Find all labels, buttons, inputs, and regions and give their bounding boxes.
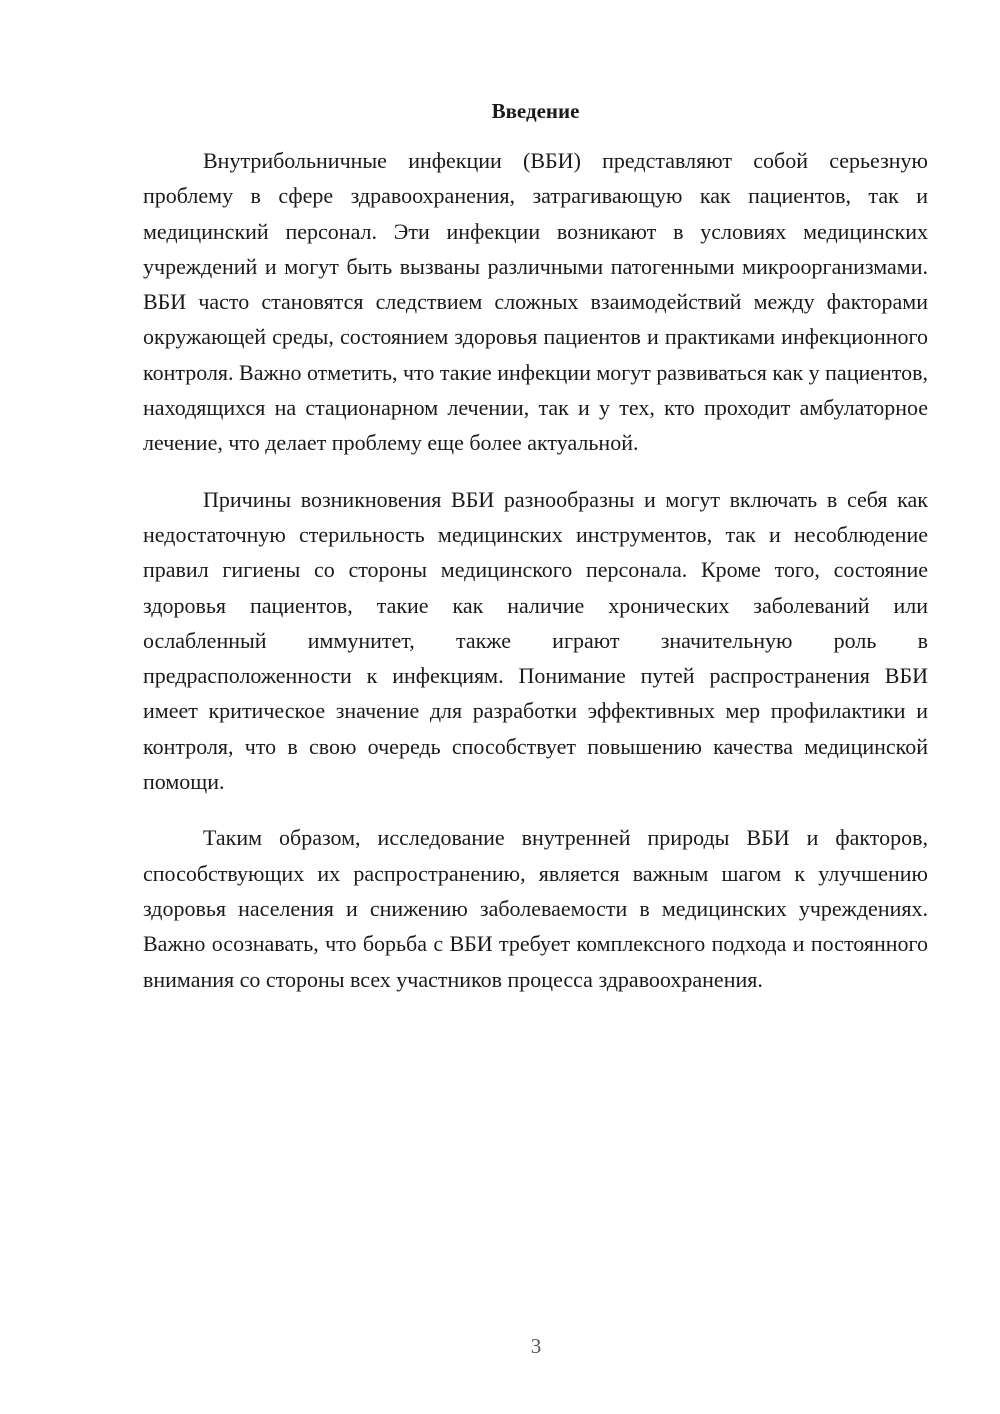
paragraph-1: Внутрибольничные инфекции (ВБИ) представляют собой серьезную проблему в сфере здравоохранения, затрагивающую как пациентов, так и медицинский персонал. Эти инфекции возникают в условиях медицинских учреждений и могут быть вызваны различными патогенными микроорганизмами. ВБИ часто становятся следствием сложных взаимодействий между факторами окружающей среды, состоянием здоровья пациентов и практиками инфекционного контроля. Важно отметить, что такие инфекции могут развиваться как у пациентов, находящихся на стационарном лечении, так и у тех, кто проходит амбулаторное лечение, что делает проблему еще более актуальной. <box>143 148 928 456</box>
body-text <box>143 143 928 997</box>
paragraph-3: Таким образом, исследование внутренней природы ВБИ и факторов, способствующих их распространению, является важным шагом к улучшению здоровья населения и снижению заболеваемости в медицинских учреждениях. Важно осознавать, что борьба с ВБИ требует комплексного подхода и постоянного внимания со стороны всех участников процесса здравоохранения. <box>143 825 928 992</box>
page-number: 3 <box>530 1334 542 1358</box>
paragraph-2: Причины возникновения ВБИ разнообразны и могут включать в себя как недостаточную стерильность медицинских инструментов, так и несоблюдение правил гигиены со стороны медицинского персонала. Кроме того, состояние здоровья пациентов, такие как наличие хронических заболеваний или ослабленный иммунитет, также играют значительную роль в предрасположенности к инфекциям. Понимание путей распространения ВБИ имеет критическое значение для разработки эффективных мер профилактики и контроля, что в свою очередь способствует повышению качества медицинской помощи. <box>143 486 928 795</box>
section-heading: Введение <box>491 99 580 123</box>
